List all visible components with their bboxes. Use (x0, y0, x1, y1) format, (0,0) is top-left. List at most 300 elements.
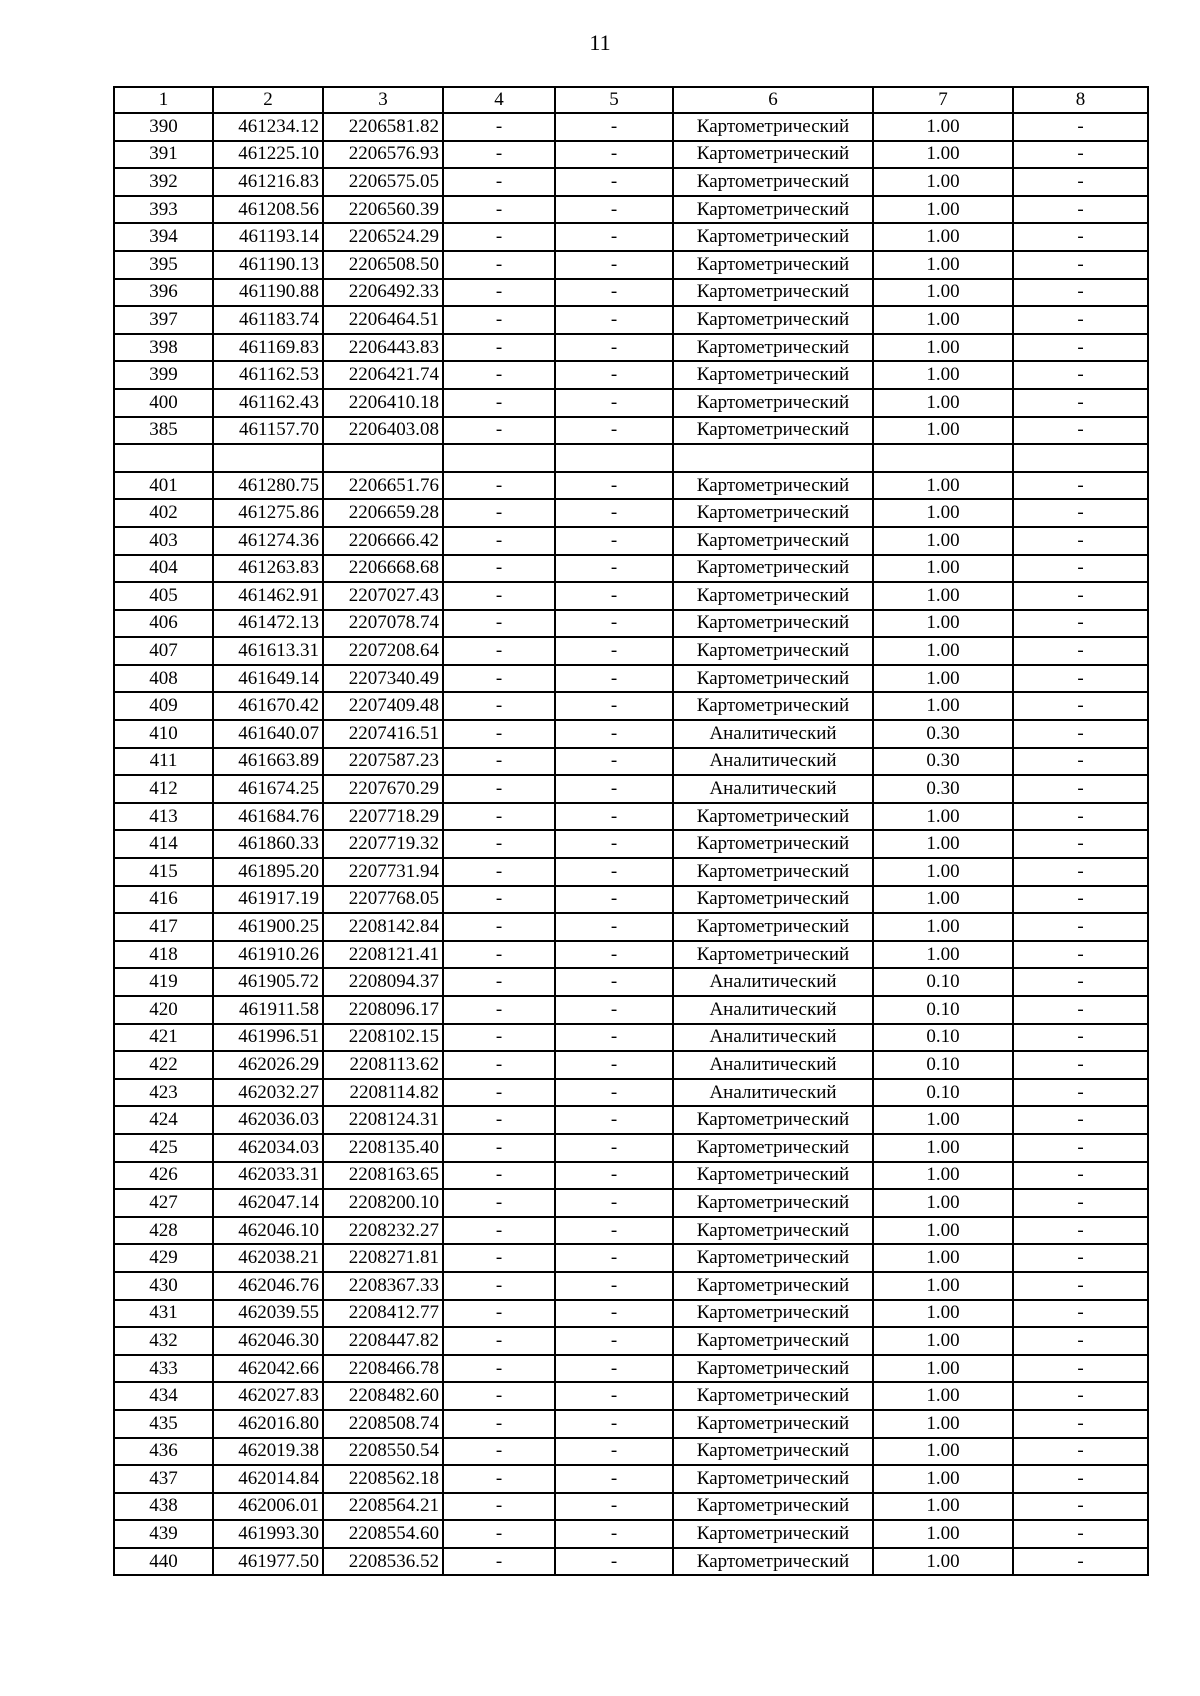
column-4-cell: - (443, 168, 555, 196)
accuracy-cell: 1.00 (873, 223, 1013, 251)
accuracy-cell: 0.30 (873, 748, 1013, 776)
method-cell: Картометрический (673, 555, 873, 583)
column-5-cell: - (555, 1438, 673, 1466)
table-row (114, 223, 1148, 251)
x-coordinate-cell: 461895.20 (213, 858, 323, 886)
method-cell: Аналитический (673, 968, 873, 996)
column-5-cell: - (555, 1300, 673, 1328)
method-cell: Картометрический (673, 141, 873, 169)
column-5-cell: - (555, 968, 673, 996)
table-row (114, 113, 1148, 141)
column-8-cell: - (1013, 1410, 1148, 1438)
column-5-cell: - (555, 803, 673, 831)
column-5-cell: - (555, 1272, 673, 1300)
column-8-cell: - (1013, 168, 1148, 196)
column-8-cell: - (1013, 141, 1148, 169)
column-8-cell: - (1013, 1438, 1148, 1466)
x-coordinate-cell: 461613.31 (213, 637, 323, 665)
x-coordinate-cell: 461993.30 (213, 1520, 323, 1548)
column-4-cell: - (443, 692, 555, 720)
method-cell: Картометрический (673, 610, 873, 638)
column-8-cell: - (1013, 1244, 1148, 1272)
method-cell: Картометрический (673, 334, 873, 362)
point-number-cell: 422 (114, 1051, 213, 1079)
column-5-cell: - (555, 223, 673, 251)
column-4-cell: - (443, 251, 555, 279)
x-coordinate-cell: 461275.86 (213, 499, 323, 527)
column-4-cell: - (443, 913, 555, 941)
accuracy-cell: 1.00 (873, 527, 1013, 555)
accuracy-cell: 1.00 (873, 306, 1013, 334)
column-5-cell: - (555, 665, 673, 693)
table-row (114, 1327, 1148, 1355)
y-coordinate-cell: 2206492.33 (323, 279, 443, 307)
accuracy-cell: 1.00 (873, 1272, 1013, 1300)
column-8-cell: - (1013, 1051, 1148, 1079)
method-cell: Картометрический (673, 830, 873, 858)
method-cell: Картометрический (673, 1327, 873, 1355)
column-header-4: 4 (443, 87, 555, 113)
column-5-cell: - (555, 417, 673, 445)
x-coordinate-cell: 462027.83 (213, 1382, 323, 1410)
y-coordinate-cell: 2208367.33 (323, 1272, 443, 1300)
y-coordinate-cell: 2208200.10 (323, 1189, 443, 1217)
accuracy-cell: 1.00 (873, 334, 1013, 362)
column-4-cell: - (443, 886, 555, 914)
column-4-cell: - (443, 389, 555, 417)
column-4-cell: - (443, 223, 555, 251)
x-coordinate-cell: 461684.76 (213, 803, 323, 831)
method-cell: Картометрический (673, 1355, 873, 1383)
method-cell: Картометрический (673, 417, 873, 445)
table-row (114, 389, 1148, 417)
accuracy-cell: 1.00 (873, 1438, 1013, 1466)
table-row (114, 1134, 1148, 1162)
column-8-cell: - (1013, 223, 1148, 251)
column-4-cell: - (443, 279, 555, 307)
column-5-cell: - (555, 996, 673, 1024)
method-cell: Картометрический (673, 1106, 873, 1134)
table-row (114, 527, 1148, 555)
column-4-cell: - (443, 555, 555, 583)
accuracy-cell: 1.00 (873, 582, 1013, 610)
y-coordinate-cell: 2206651.76 (323, 472, 443, 500)
point-number-cell: 391 (114, 141, 213, 169)
accuracy-cell: 1.00 (873, 858, 1013, 886)
column-4-cell: - (443, 417, 555, 445)
column-5-cell: - (555, 692, 673, 720)
table-row (114, 1079, 1148, 1107)
table-row (114, 720, 1148, 748)
method-cell: Картометрический (673, 692, 873, 720)
point-number-cell: 404 (114, 555, 213, 583)
method-cell: Картометрический (673, 306, 873, 334)
point-number-cell: 417 (114, 913, 213, 941)
y-coordinate-cell: 2208102.15 (323, 1024, 443, 1052)
method-cell: Картометрический (673, 1410, 873, 1438)
table-row (114, 913, 1148, 941)
point-number-cell: 439 (114, 1520, 213, 1548)
accuracy-cell: 1.00 (873, 610, 1013, 638)
column-4-cell: - (443, 472, 555, 500)
x-coordinate-cell: 462047.14 (213, 1189, 323, 1217)
x-coordinate-cell: 461977.50 (213, 1548, 323, 1576)
column-4-cell: - (443, 141, 555, 169)
table-row (114, 1520, 1148, 1548)
y-coordinate-cell: 2208094.37 (323, 968, 443, 996)
method-cell: Аналитический (673, 1079, 873, 1107)
column-5-cell: - (555, 858, 673, 886)
column-5-cell: - (555, 610, 673, 638)
method-cell: Картометрический (673, 1520, 873, 1548)
y-coordinate-cell: 2206403.08 (323, 417, 443, 445)
y-coordinate-cell: 2206524.29 (323, 223, 443, 251)
point-number-cell: 392 (114, 168, 213, 196)
column-8-cell: - (1013, 858, 1148, 886)
x-coordinate-cell: 462032.27 (213, 1079, 323, 1107)
accuracy-cell: 1.00 (873, 1355, 1013, 1383)
column-header-1: 1 (114, 87, 213, 113)
column-4-cell: - (443, 968, 555, 996)
column-5-cell: - (555, 361, 673, 389)
accuracy-cell: 1.00 (873, 251, 1013, 279)
column-5-cell (555, 444, 673, 472)
table-row (114, 692, 1148, 720)
y-coordinate-cell: 2207587.23 (323, 748, 443, 776)
method-cell: Аналитический (673, 1051, 873, 1079)
x-coordinate-cell: 462006.01 (213, 1493, 323, 1521)
method-cell: Картометрический (673, 196, 873, 224)
y-coordinate-cell: 2208508.74 (323, 1410, 443, 1438)
column-8-cell: - (1013, 527, 1148, 555)
point-number-cell: 407 (114, 637, 213, 665)
y-coordinate-cell: 2208135.40 (323, 1134, 443, 1162)
method-cell: Картометрический (673, 279, 873, 307)
table-row (114, 1189, 1148, 1217)
column-4-cell: - (443, 1382, 555, 1410)
x-coordinate-cell: 461280.75 (213, 472, 323, 500)
column-5-cell: - (555, 582, 673, 610)
y-coordinate-cell: 2208412.77 (323, 1300, 443, 1328)
y-coordinate-cell: 2206666.42 (323, 527, 443, 555)
column-5-cell: - (555, 527, 673, 555)
column-5-cell: - (555, 720, 673, 748)
column-5-cell: - (555, 1134, 673, 1162)
table-row (114, 1493, 1148, 1521)
column-8-cell: - (1013, 417, 1148, 445)
accuracy-cell: 1.00 (873, 389, 1013, 417)
column-8-cell: - (1013, 1024, 1148, 1052)
column-4-cell: - (443, 306, 555, 334)
accuracy-cell: 1.00 (873, 1244, 1013, 1272)
method-cell: Картометрический (673, 168, 873, 196)
accuracy-cell: 1.00 (873, 665, 1013, 693)
table-row (114, 748, 1148, 776)
point-number-cell: 432 (114, 1327, 213, 1355)
column-8-cell: - (1013, 775, 1148, 803)
column-8-cell: - (1013, 665, 1148, 693)
point-number-cell: 396 (114, 279, 213, 307)
column-4-cell: - (443, 1244, 555, 1272)
method-cell: Картометрический (673, 886, 873, 914)
column-8-cell: - (1013, 582, 1148, 610)
column-4-cell: - (443, 334, 555, 362)
column-4-cell: - (443, 610, 555, 638)
point-number-cell: 438 (114, 1493, 213, 1521)
x-coordinate-cell: 462036.03 (213, 1106, 323, 1134)
column-4-cell: - (443, 1272, 555, 1300)
point-number-cell: 413 (114, 803, 213, 831)
column-4-cell: - (443, 1079, 555, 1107)
accuracy-cell: 1.00 (873, 637, 1013, 665)
column-8-cell: - (1013, 1162, 1148, 1190)
y-coordinate-cell: 2206581.82 (323, 113, 443, 141)
column-4-cell: - (443, 803, 555, 831)
column-5-cell: - (555, 251, 673, 279)
table-row (114, 168, 1148, 196)
method-cell: Картометрический (673, 582, 873, 610)
point-number-cell: 425 (114, 1134, 213, 1162)
column-5-cell: - (555, 1217, 673, 1245)
column-8-cell: - (1013, 968, 1148, 996)
x-coordinate-cell: 461190.88 (213, 279, 323, 307)
point-number-cell: 401 (114, 472, 213, 500)
column-5-cell: - (555, 306, 673, 334)
column-5-cell: - (555, 637, 673, 665)
point-number-cell: 412 (114, 775, 213, 803)
column-5-cell: - (555, 1355, 673, 1383)
accuracy-cell: 0.10 (873, 996, 1013, 1024)
accuracy-cell: 1.00 (873, 1162, 1013, 1190)
point-number-cell: 429 (114, 1244, 213, 1272)
point-number-cell: 440 (114, 1548, 213, 1576)
column-8-cell: - (1013, 1217, 1148, 1245)
column-8-cell: - (1013, 1382, 1148, 1410)
column-4-cell: - (443, 1024, 555, 1052)
column-8-cell (1013, 444, 1148, 472)
table-row (114, 306, 1148, 334)
method-cell: Картометрический (673, 1493, 873, 1521)
table-header-row (114, 87, 1148, 113)
point-number-cell: 402 (114, 499, 213, 527)
method-cell: Аналитический (673, 720, 873, 748)
point-number-cell: 399 (114, 361, 213, 389)
column-8-cell: - (1013, 830, 1148, 858)
column-5-cell: - (555, 389, 673, 417)
column-8-cell: - (1013, 1355, 1148, 1383)
table-row (114, 1162, 1148, 1190)
column-8-cell: - (1013, 720, 1148, 748)
column-5-cell: - (555, 1106, 673, 1134)
y-coordinate-cell: 2207409.48 (323, 692, 443, 720)
x-coordinate-cell: 462033.31 (213, 1162, 323, 1190)
point-number-cell: 426 (114, 1162, 213, 1190)
accuracy-cell: 1.00 (873, 141, 1013, 169)
point-number-cell: 427 (114, 1189, 213, 1217)
column-5-cell: - (555, 886, 673, 914)
point-number-cell: 419 (114, 968, 213, 996)
point-number-cell: 400 (114, 389, 213, 417)
column-8-cell: - (1013, 1106, 1148, 1134)
table-row (114, 1106, 1148, 1134)
method-cell: Картометрический (673, 803, 873, 831)
accuracy-cell: 0.10 (873, 1024, 1013, 1052)
column-8-cell: - (1013, 389, 1148, 417)
table-row (114, 1465, 1148, 1493)
column-5-cell: - (555, 1520, 673, 1548)
point-number-cell (114, 444, 213, 472)
column-5-cell: - (555, 1327, 673, 1355)
table-row (114, 610, 1148, 638)
column-header-8: 8 (1013, 87, 1148, 113)
y-coordinate-cell: 2207670.29 (323, 775, 443, 803)
x-coordinate-cell: 461190.13 (213, 251, 323, 279)
accuracy-cell: 1.00 (873, 913, 1013, 941)
point-number-cell: 411 (114, 748, 213, 776)
y-coordinate-cell: 2206668.68 (323, 555, 443, 583)
point-number-cell: 410 (114, 720, 213, 748)
point-number-cell: 385 (114, 417, 213, 445)
method-cell: Картометрический (673, 1162, 873, 1190)
accuracy-cell: 1.00 (873, 803, 1013, 831)
column-5-cell: - (555, 279, 673, 307)
y-coordinate-cell: 2208466.78 (323, 1355, 443, 1383)
x-coordinate-cell: 461472.13 (213, 610, 323, 638)
x-coordinate-cell: 461663.89 (213, 748, 323, 776)
table-row (114, 334, 1148, 362)
y-coordinate-cell: 2208536.52 (323, 1548, 443, 1576)
point-number-cell: 409 (114, 692, 213, 720)
column-4-cell: - (443, 1051, 555, 1079)
column-5-cell: - (555, 555, 673, 583)
point-number-cell: 418 (114, 941, 213, 969)
column-8-cell: - (1013, 1327, 1148, 1355)
x-coordinate-cell: 461193.14 (213, 223, 323, 251)
column-4-cell: - (443, 830, 555, 858)
method-cell: Картометрический (673, 1189, 873, 1217)
method-cell: Картометрический (673, 1548, 873, 1576)
column-4-cell: - (443, 637, 555, 665)
point-number-cell: 414 (114, 830, 213, 858)
method-cell: Картометрический (673, 223, 873, 251)
x-coordinate-cell: 462026.29 (213, 1051, 323, 1079)
method-cell: Картометрический (673, 1217, 873, 1245)
column-4-cell: - (443, 858, 555, 886)
table-row (114, 968, 1148, 996)
accuracy-cell: 1.00 (873, 417, 1013, 445)
column-4-cell: - (443, 1493, 555, 1521)
accuracy-cell (873, 444, 1013, 472)
column-4-cell: - (443, 1162, 555, 1190)
column-8-cell: - (1013, 610, 1148, 638)
accuracy-cell: 1.00 (873, 555, 1013, 583)
x-coordinate-cell: 461162.53 (213, 361, 323, 389)
y-coordinate-cell: 2208482.60 (323, 1382, 443, 1410)
accuracy-cell: 0.10 (873, 968, 1013, 996)
column-8-cell: - (1013, 941, 1148, 969)
accuracy-cell: 1.00 (873, 279, 1013, 307)
column-4-cell: - (443, 1410, 555, 1438)
table-row (114, 361, 1148, 389)
method-cell: Картометрический (673, 472, 873, 500)
table-row (114, 472, 1148, 500)
method-cell: Картометрический (673, 1465, 873, 1493)
point-number-cell: 420 (114, 996, 213, 1024)
y-coordinate-cell: 2207208.64 (323, 637, 443, 665)
point-number-cell: 434 (114, 1382, 213, 1410)
column-5-cell: - (555, 941, 673, 969)
column-5-cell: - (555, 1162, 673, 1190)
accuracy-cell: 1.00 (873, 1189, 1013, 1217)
column-4-cell: - (443, 665, 555, 693)
x-coordinate-cell: 461996.51 (213, 1024, 323, 1052)
column-4-cell: - (443, 499, 555, 527)
y-coordinate-cell: 2208113.62 (323, 1051, 443, 1079)
accuracy-cell: 1.00 (873, 1300, 1013, 1328)
column-8-cell: - (1013, 306, 1148, 334)
table-row (114, 858, 1148, 886)
column-4-cell: - (443, 361, 555, 389)
x-coordinate-cell (213, 444, 323, 472)
point-number-cell: 433 (114, 1355, 213, 1383)
table-row (114, 1355, 1148, 1383)
method-cell: Картометрический (673, 251, 873, 279)
table-row (114, 1300, 1148, 1328)
point-number-cell: 428 (114, 1217, 213, 1245)
column-4-cell: - (443, 1106, 555, 1134)
column-header-5: 5 (555, 87, 673, 113)
x-coordinate-cell: 462014.84 (213, 1465, 323, 1493)
method-cell: Картометрический (673, 361, 873, 389)
y-coordinate-cell: 2208564.21 (323, 1493, 443, 1521)
column-5-cell: - (555, 334, 673, 362)
method-cell: Картометрический (673, 113, 873, 141)
point-number-cell: 406 (114, 610, 213, 638)
y-coordinate-cell: 2207078.74 (323, 610, 443, 638)
accuracy-cell: 1.00 (873, 1106, 1013, 1134)
point-number-cell: 408 (114, 665, 213, 693)
x-coordinate-cell: 462034.03 (213, 1134, 323, 1162)
column-header-2: 2 (213, 87, 323, 113)
method-cell: Картометрический (673, 389, 873, 417)
column-header-7: 7 (873, 87, 1013, 113)
point-number-cell: 398 (114, 334, 213, 362)
x-coordinate-cell: 461900.25 (213, 913, 323, 941)
table-row (114, 417, 1148, 445)
y-coordinate-cell: 2208562.18 (323, 1465, 443, 1493)
y-coordinate-cell: 2208142.84 (323, 913, 443, 941)
accuracy-cell: 0.10 (873, 1079, 1013, 1107)
accuracy-cell: 1.00 (873, 692, 1013, 720)
table-row (114, 665, 1148, 693)
method-cell: Аналитический (673, 748, 873, 776)
table-row (114, 1272, 1148, 1300)
column-5-cell: - (555, 830, 673, 858)
column-4-cell (443, 444, 555, 472)
point-number-cell: 403 (114, 527, 213, 555)
table-row (114, 637, 1148, 665)
table-row (114, 196, 1148, 224)
y-coordinate-cell: 2208096.17 (323, 996, 443, 1024)
column-4-cell: - (443, 748, 555, 776)
accuracy-cell: 1.00 (873, 1548, 1013, 1576)
point-number-cell: 423 (114, 1079, 213, 1107)
point-number-cell: 431 (114, 1300, 213, 1328)
point-number-cell: 390 (114, 113, 213, 141)
column-5-cell: - (555, 141, 673, 169)
accuracy-cell: 1.00 (873, 941, 1013, 969)
column-8-cell: - (1013, 113, 1148, 141)
